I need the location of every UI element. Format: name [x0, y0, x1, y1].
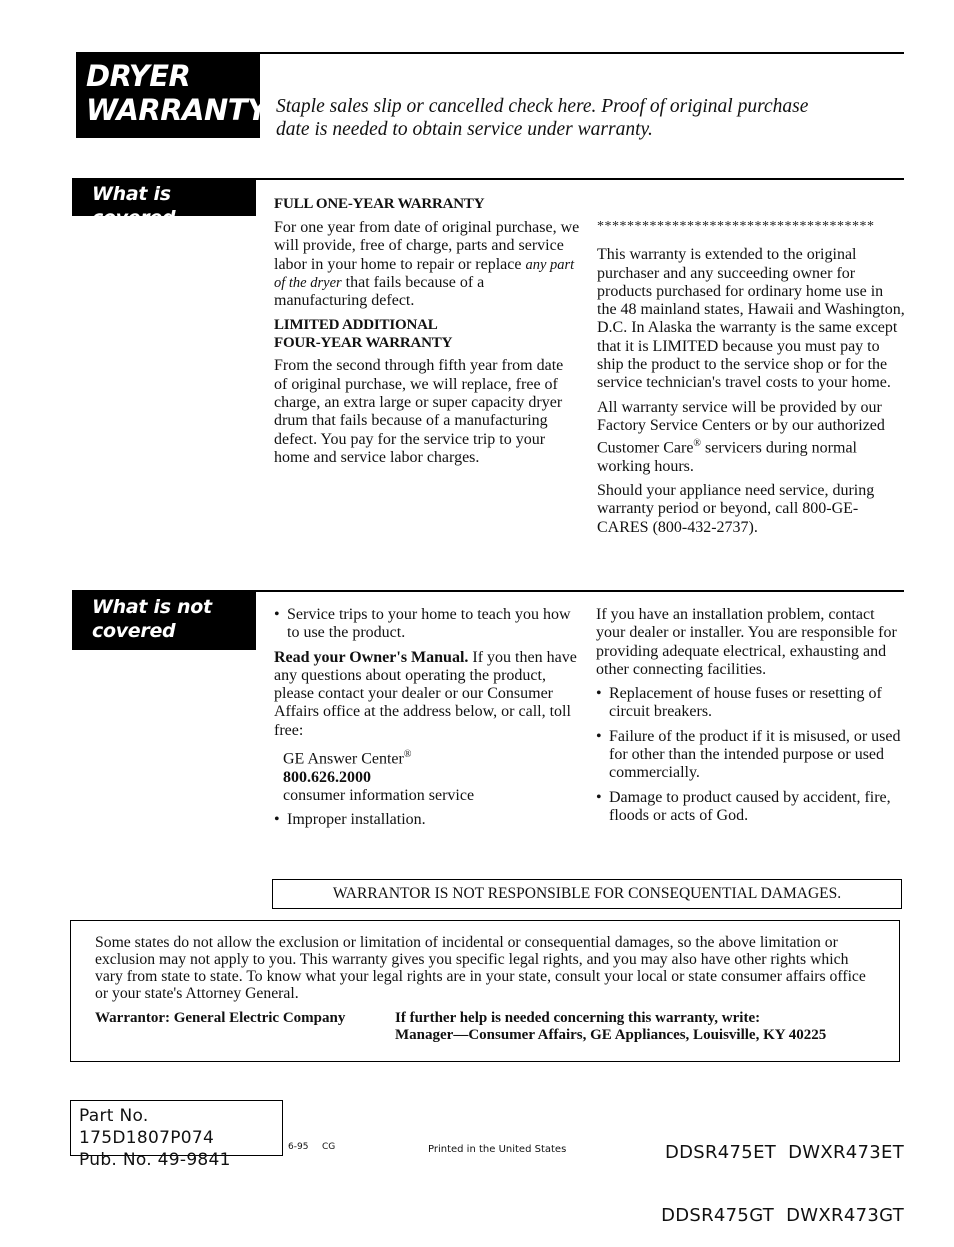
bullet-damage: • Damage to product caused by accident, fire, floods or acts of God. — [596, 789, 904, 826]
consequential-text: WARRANTOR IS NOT RESPONSIBLE FOR CONSEQUENTIAL DAMAGES. — [332, 885, 842, 902]
printed-in: Printed in the United States — [428, 1144, 567, 1155]
warrantor-name: Warrantor: General Electric Company — [95, 1010, 346, 1026]
limited-warranty-heading-2: FOUR-YEAR WARRANTY — [274, 335, 453, 352]
staple-line-1: Staple sales slip or cancelled check here. Proof of original purchase — [276, 96, 809, 117]
answer-center-phone: 800.626.2000 — [283, 768, 371, 786]
full-warranty-text — [274, 219, 580, 310]
answer-center-block — [274, 746, 580, 805]
limited-warranty-text: From the second through fifth year from date of original purchase, we will replace, free of charge, an extra large or super capacity dryer drum that fails because of a manufacturing defect. You pay for the service trip to your home and service labor charges. — [274, 357, 564, 466]
answer-center-name: GE Answer Center — [283, 750, 404, 768]
service-text — [597, 399, 905, 477]
section-not-covered-label — [72, 590, 256, 650]
section-covered-title: What is covered — [92, 183, 176, 229]
help-line-2: Manager—Consumer Affairs, GE Appliances, Louisville, KY 40225 — [395, 1027, 827, 1043]
help-line-1: If further help is needed concerning this warranty, write: — [395, 1010, 761, 1026]
not-covered-rule — [256, 590, 904, 592]
staple-instructions — [276, 95, 896, 141]
not-covered-right-column — [596, 606, 904, 831]
full-text-part-1: For one year from date of original purchase, we will provide, free of charge, parts and service labor in your home to repair or replace — [274, 219, 580, 273]
part-number: Part No. 175D1807P074 — [79, 1106, 215, 1148]
bullet-service-trips: • Service trips to your home to teach you how to use the product. — [274, 606, 580, 643]
staple-line-2: date is needed to obtain service under warranty. — [276, 119, 653, 140]
covered-left-column — [274, 195, 580, 473]
full-text-italic: any part of the dryer — [274, 256, 575, 291]
service-text-2: servicers during normal working hours. — [597, 439, 857, 475]
covered-rule — [256, 178, 904, 180]
section-not-covered-title-2: covered — [92, 620, 176, 642]
title-line-2: WARRANTY — [86, 93, 268, 127]
answer-center — [283, 746, 580, 769]
legal-box — [70, 920, 900, 1062]
models-line-2: DDSR475GT DWXR473GT — [661, 1205, 904, 1226]
part-number-box — [70, 1100, 283, 1170]
date-code: 6-95 — [288, 1142, 309, 1152]
service-text-1: All warranty service will be provided by our Factory Service Centers or by our authorized Customer Care — [597, 398, 885, 457]
call-text: Should your appliance need service, during warranty period or beyond, call 800-GE-CARES (800-432-2737). — [597, 482, 875, 536]
owners-manual-bold: Read your Owner's Manual. — [274, 648, 469, 666]
model-numbers — [640, 1100, 904, 1247]
title-line-1: DRYER — [86, 59, 191, 93]
limited-warranty-heading-1: LIMITED ADDITIONAL — [274, 317, 438, 334]
consumer-info: consumer information service — [283, 787, 475, 804]
warrantor-block — [95, 1010, 875, 1044]
pub-number: Pub. No. 49-9841 — [79, 1150, 231, 1170]
full-text-part-2: that fails because of a manufacturing defect. — [274, 273, 485, 310]
legal-text: Some states do not allow the exclusion or limitation of incidental or consequential damages, so the above limitation or exclusion may not apply to you. This warranty gives you specific legal rights, and you may also have other rights which vary from state to state. To know what your legal rights are in your state, consult your local or state consumer affairs office or your state's Attorney General. — [95, 934, 866, 1002]
registered-mark: ® — [693, 438, 702, 450]
owners-manual-rest: If you then have any questions about operating the product, please contact your dealer or our Consumer Affairs office at the address below, or call, toll free: — [274, 648, 577, 739]
cg-code: CG — [322, 1142, 336, 1152]
extended-text: This warranty is extended to the original purchaser and any succeeding owner for products purchased for ordinary home use in the 48 mainland states, Hawaii and Washington, D.C. In Alaska the warranty is the same except that it is LIMITED because you must pay to ship the product to the service shop or for the service technician's travel costs to your home. — [597, 246, 905, 392]
models-line-1: DDSR475ET DWXR473ET — [664, 1142, 904, 1163]
star-divider: ************************************* — [597, 219, 875, 234]
section-covered-label — [72, 178, 256, 229]
bullet-fuses: • Replacement of house fuses or resetting of circuit breakers. — [596, 685, 904, 722]
title-box — [76, 52, 268, 138]
installation-problem-text: If you have an installation problem, contact your dealer or installer. You are responsible for providing adequate electrical, exhausting and other connecting facilities. — [596, 606, 897, 678]
section-not-covered-title-1: What is not — [92, 596, 212, 618]
not-covered-left-column — [274, 606, 580, 836]
full-warranty-heading: FULL ONE-YEAR WARRANTY — [274, 196, 485, 212]
covered-right-column — [597, 218, 905, 543]
consequential-box — [272, 879, 902, 909]
bullet-installation: • Improper installation. — [274, 811, 580, 829]
help-block — [395, 1010, 826, 1044]
bullet-misuse: • Failure of the product if it is misused, or used for other than the intended purpose or used commercially. — [596, 728, 904, 783]
answer-center-reg: ® — [403, 749, 412, 761]
header-rule — [260, 52, 904, 54]
owners-manual-text — [274, 649, 580, 740]
